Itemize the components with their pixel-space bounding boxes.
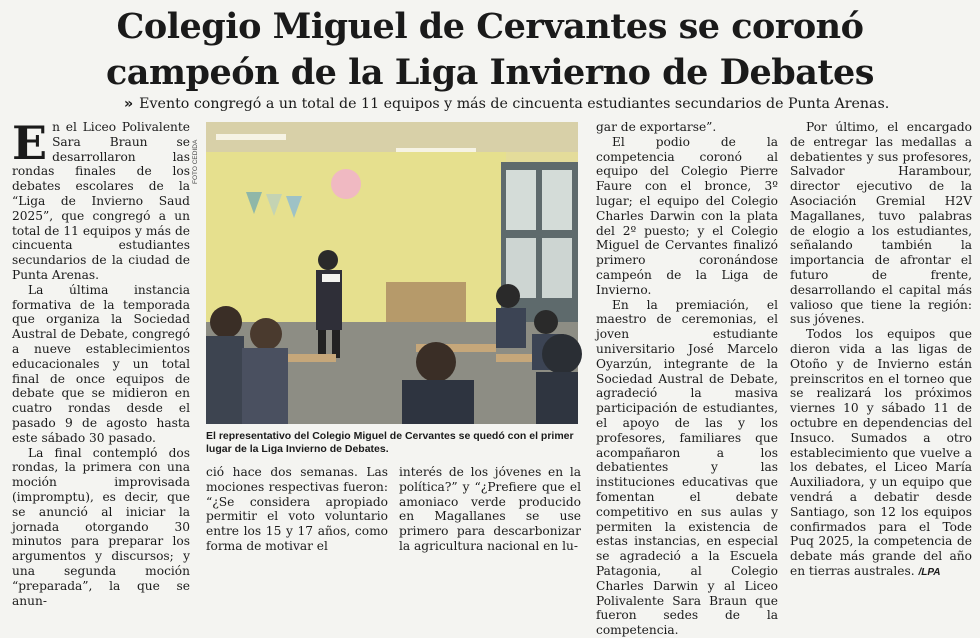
author-signature: /LPA xyxy=(918,566,941,578)
article-paragraph: La final contempló dos rondas, la primera con una moción improvisada (impromptu), es decir, que se anunció al iniciar la jornada otorgando 30 minutos para preparar los argumentos y discursos; y una segunda moción “preparada”, la que se anun- xyxy=(12,445,190,608)
headline-line-2: campeón de la Liga Invierno de Debates xyxy=(105,52,875,93)
headline-line-1: Colegio Miguel de Cervantes se coronó xyxy=(116,6,864,47)
article-paragraph xyxy=(790,327,972,581)
photo-credit: FOTO CEDIDA xyxy=(192,139,199,184)
classroom-debate-photo-icon xyxy=(206,122,578,424)
dropcap: E xyxy=(12,116,48,170)
article-column-2 xyxy=(206,465,388,553)
article-column-3 xyxy=(399,465,581,553)
article-paragraph: gar de exportarse”. xyxy=(596,120,717,134)
subhead-marker-icon: » xyxy=(124,96,134,112)
paragraph-text: Todos los equipos que dieron vida a las ligas de Otoño y de Invierno están preinscritos en el torneo que se realizará los próximos viernes 10 y sábado 11 de octubre en dependencias del Insuco. Sumados a otro establecimiento que vuelve a los debates, el Liceo María Auxiliadora, y un equipo que vendrá a debatir desde Santiago, son 12 los equipos confirmados para el Tode Puq 2025, la competencia de debate más grande del año en tierras australes. xyxy=(790,327,972,578)
photo-caption: El representativo del Colegio Miguel de Cervantes se quedó con el primer lugar de la Liga Invierno de Debates. xyxy=(206,430,574,455)
article-paragraph: En la premiación, el maestro de ceremonias, el joven estudiante universitario José Marcelo Oyarzún, integrante de la Sociedad Austral de Debate, agradeció la masiva participación de estudiantes, el apoyo de las y los profesores, familiares que acompañaron a los debatientes y las instituciones educativas que fomentan el debate competitivo en sus aulas y permiten la existencia de estas instancias, en especial se agradeció a la Escuela Patagonia, al Colegio Charles Darwin y al Liceo Polivalente Sara Braun que fueron sedes de la competencia. xyxy=(596,297,778,638)
subhead-text: Evento congregó a un total de 11 equipos y más de cincuenta estudiantes secundarios de Punta Arenas. xyxy=(139,96,890,112)
paragraph-text: n el Liceo Polivalente Sara Braun se desarrollaron las rondas finales de los debates escolares de la “Liga de Invierno Saud 2025”, que congregó a un total de 11 equipos y más de cincuenta estudiantes secundarios de la ciudad de Punta Arenas. xyxy=(12,120,190,282)
article-column-1 xyxy=(12,116,190,608)
article-column-4 xyxy=(596,120,778,638)
article-paragraph: interés de los jóvenes en la política?” y “¿Prefiere que el amoniaco verde producido en Magallanes se use primero para descarbonizar la agricultura nacional en lu- xyxy=(399,465,581,553)
article-photo xyxy=(206,122,578,424)
article-column-5 xyxy=(790,120,972,578)
article-paragraph: La última instancia formativa de la temporada que organiza la Sociedad Austral de Debate, congregó a nueve establecimientos educacionales y un total final de once equipos de debate que se midieron en cuatro rondas desde el pasado 9 de agosto hasta este sábado 30 pasado. xyxy=(12,282,190,445)
headline xyxy=(0,4,980,96)
article-paragraph xyxy=(12,116,190,283)
article-paragraph: ció hace dos semanas. Las mociones respectivas fueron: “¿Se considera apropiado permitir el voto voluntario entre los 15 y 17 años, como forma de motivar el xyxy=(206,465,388,553)
article-paragraph: Por último, el encargado de entregar las medallas a debatientes y sus profesores, Salvador Harambour, director ejecutivo de la Asociación Gremial H2V Magallanes, tuvo palabras de elogio a los estudiantes, señalando también la importancia de afrontar el futuro de frente, desarrollando el capital más valioso que tiene la región: sus jóvenes. xyxy=(790,120,972,327)
article-paragraph: El podio de la competencia coronó al equipo del Colegio Pierre Faure con el bronce, 3º lugar; el equipo del Colegio Charles Darwin con la plata del 2º puesto; y el Colegio Miguel de Cervantes finalizó primero coronándose campeón de la Liga de Invierno. xyxy=(596,134,778,297)
subhead xyxy=(124,95,964,113)
